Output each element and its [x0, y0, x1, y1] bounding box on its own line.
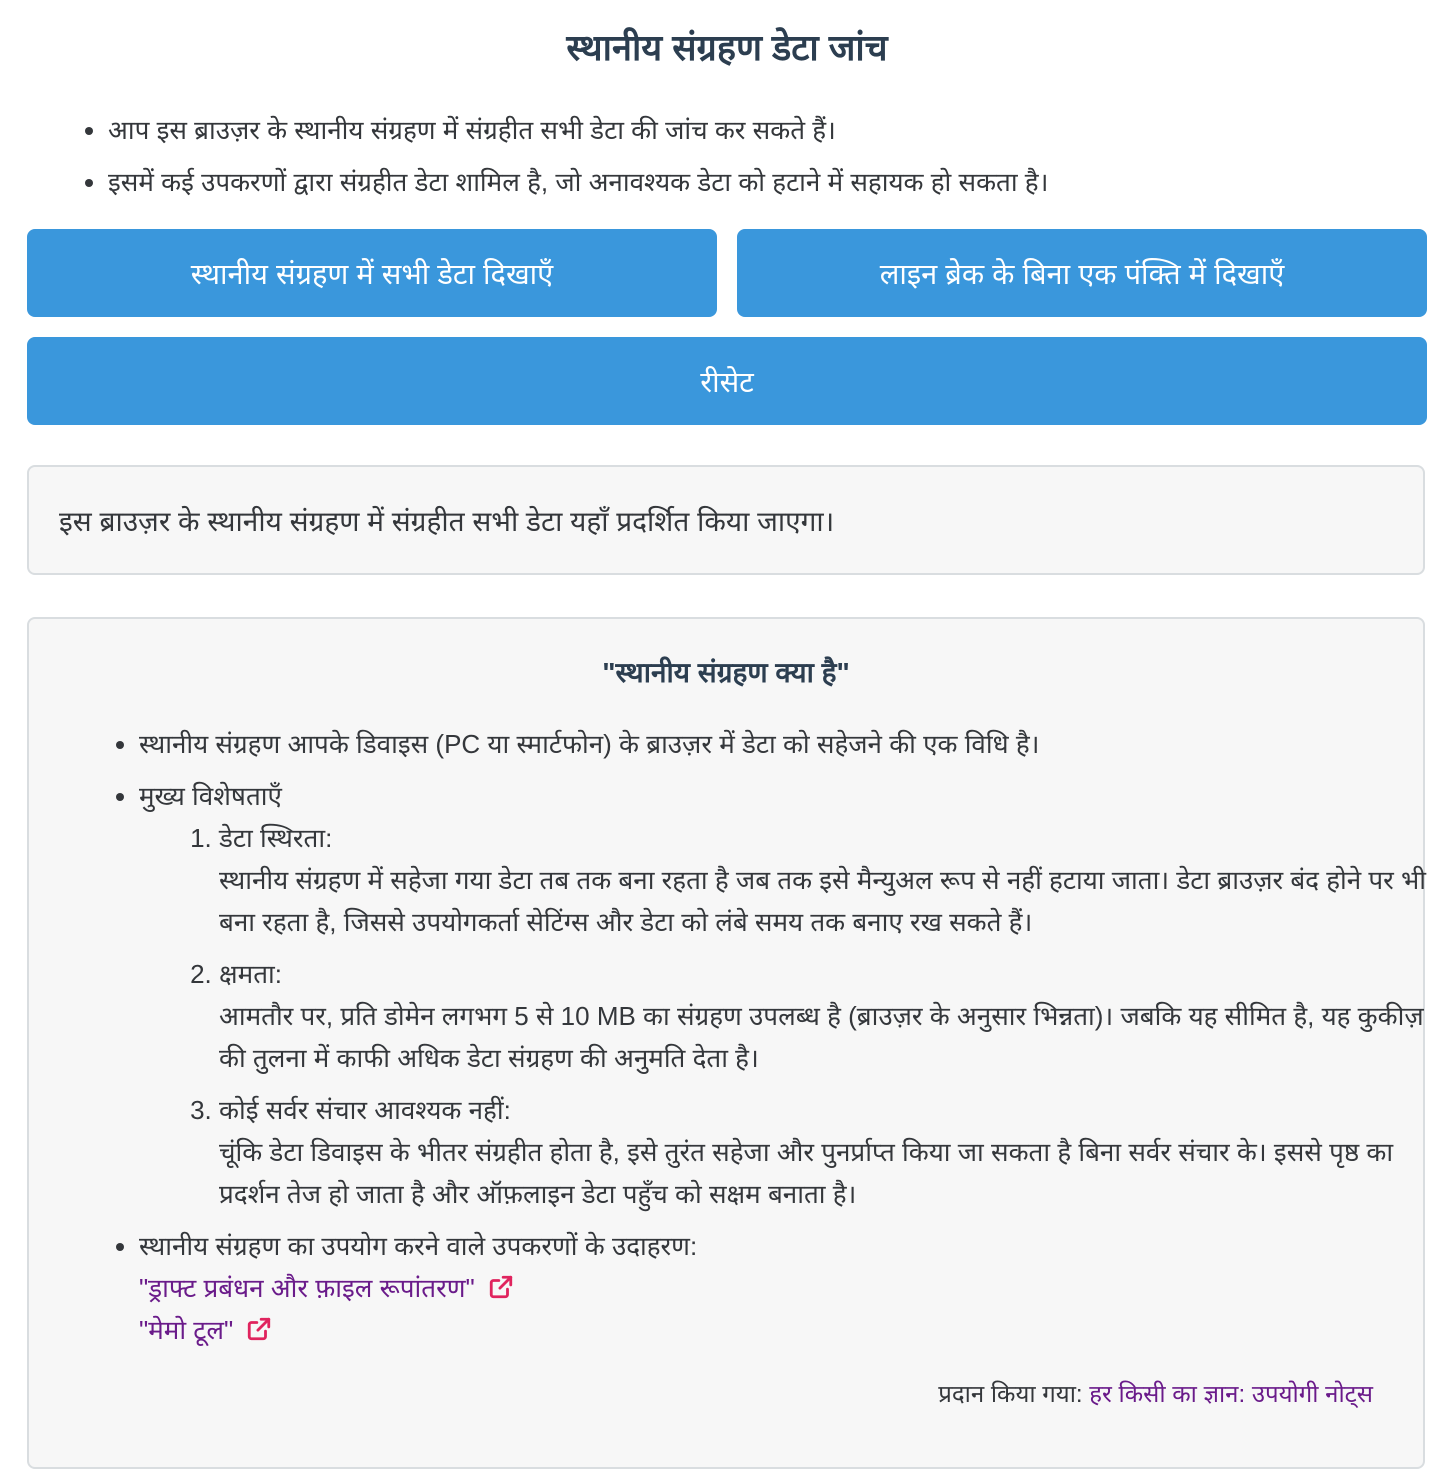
features-list [139, 817, 1439, 1215]
info-panel [27, 617, 1425, 1469]
info-title: "स्थानीय संग्रहण क्या है" [602, 657, 850, 688]
definition-text: स्थानीय संग्रहण आपके डिवाइस (PC या स्मार्टफोन) के ब्राउज़र में डेटा को सहेजने की एक विधि है। [139, 729, 1040, 759]
example-link-line [139, 1309, 1439, 1351]
external-link-icon[interactable] [488, 1274, 514, 1300]
features-item [139, 775, 1439, 1215]
definition-item [139, 723, 1439, 765]
feature-item [219, 953, 1439, 1079]
reset-button[interactable]: रीसेट [27, 337, 1427, 425]
feature-title: 1. डेटा स्थिरता: [219, 823, 333, 853]
storage-output-area [27, 465, 1425, 575]
example-link-line [139, 1267, 1439, 1309]
feature-title: 3. कोई सर्वर संचार आवश्यक नहीं: [219, 1095, 511, 1125]
feature-item [219, 817, 1439, 943]
examples-heading: स्थानीय संग्रहण का उपयोग करने वाले उपकरणों के उदाहरण: [139, 1231, 698, 1261]
output-placeholder-text: इस ब्राउज़र के स्थानीय संग्रहण में संग्रहीत सभी डेटा यहाँ प्रदर्शित किया जाएगा। [59, 506, 835, 537]
info-list [91, 723, 1439, 1361]
show-single-line-button[interactable]: लाइन ब्रेक के बिना एक पंक्ति में दिखाएँ [737, 229, 1427, 317]
feature-description: चूंकि डेटा डिवाइस के भीतर संग्रहीत होता है, इसे तुरंत सहेजा और पुनर्प्राप्त किया जा सकता है बिना सर्वर संचार के। इससे पृष्ठ का प्रदर्शन तेज हो जाता है और ऑफ़लाइन डेटा पहुँच को सक्षम बनाता है। [219, 1137, 1394, 1209]
external-link-icon[interactable] [246, 1316, 272, 1342]
feature-item [219, 1089, 1439, 1215]
feature-title: 2. क्षमता: [219, 959, 282, 989]
feature-description: आमतौर पर, प्रति डोमेन लगभग 5 से 10 MB का संग्रहण उपलब्ध है (ब्राउज़र के अनुसार भिन्नता)। जबकि यह सीमित है, यह कुकीज़ की तुलना में काफी अधिक डेटा संग्रहण की अनुमति देता है। [219, 1001, 1424, 1073]
credit-label: प्रदान किया गया: [938, 1381, 1083, 1408]
intro-item: • इसमें कई उपकरणों द्वारा संग्रहीत डेटा शामिल है, जो अनावश्यक डेटा को हटाने में सहायक हो सकता है। [108, 156, 1454, 208]
credit-line [938, 1375, 1373, 1415]
feature-description: स्थानीय संग्रहण में सहेजा गया डेटा तब तक बना रहता है जब तक इसे मैन्युअल रूप से नहीं हटाया जाता। डेटा ब्राउज़र बंद होने पर भी बना रहता है, जिससे उपयोगकर्ता सेटिंग्स और डेटा को लंबे समय तक बनाए रख सकते हैं। [219, 865, 1427, 937]
features-heading: मुख्य विशेषताएँ [139, 781, 282, 811]
intro-item: • आप इस ब्राउज़र के स्थानीय संग्रहण में संग्रहीत सभी डेटा की जांच कर सकते हैं। [108, 104, 1454, 156]
intro-list [60, 104, 1454, 208]
draft-management-link[interactable]: "ड्राफ्ट प्रबंधन और फ़ाइल रूपांतरण" [139, 1273, 475, 1303]
examples-item [139, 1225, 1439, 1351]
show-all-data-button[interactable]: स्थानीय संग्रहण में सभी डेटा दिखाएँ [27, 229, 717, 317]
page-title: स्थानीय संग्रहण डेटा जांच [566, 27, 888, 68]
memo-tool-link[interactable]: "मेमो टूल" [139, 1315, 234, 1345]
credit-link[interactable]: हर किसी का ज्ञान: उपयोगी नोट्स [1089, 1381, 1373, 1408]
